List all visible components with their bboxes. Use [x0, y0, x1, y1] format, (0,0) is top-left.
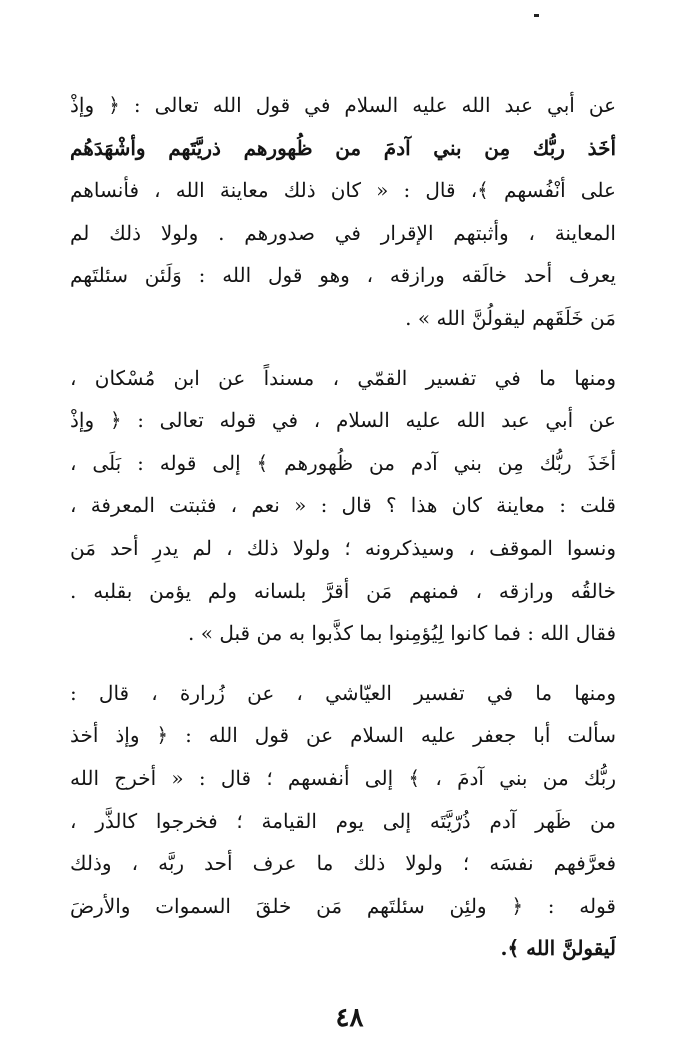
text-line: عن أبي عبد الله عليه السلام في قول الله تعالى : ﴿ وإذْ	[70, 93, 616, 117]
text-line: قلت : معاينة كان هذا ؟ قال : « نعم ، فثبتت المعرفة ،	[70, 493, 616, 518]
text-line: سألت أبا جعفر عليه السلام عن قول الله : ﴿ وإذ أخذ	[70, 723, 616, 748]
text-line: ربُّك من بني آدمَ ، ﴾ إلى أنفسهم ؛ قال : « أخرج الله	[70, 765, 616, 790]
text-line: ومنها ما في تفسير العيّاشي ، عن زُرارة ، قال :	[70, 680, 616, 705]
paragraph-2	[70, 357, 616, 655]
text-line: يعرف أحد خالَقه ورازقه ، وهو قول الله : وَلَئن سئلتَهم	[70, 263, 616, 288]
paragraph-3	[70, 672, 616, 970]
text-line: فعرَّفهم نفسَه ؛ ولولا ذلك ما عرف أحد ربَّه ، وذلك	[70, 851, 616, 876]
text-line: على أنْفُسهم ﴾، قال : « كان ذلك معاينة الله ، فأنساهم	[70, 178, 616, 203]
text-line: خالقُه ورازقه ، فمنهم مَن أقرَّ بلسانه ولم يؤمن بقلبه .	[70, 578, 616, 603]
text-line: أخَذَ ربُّك مِن بني آدم من ظُهورهم ﴾ إلى قوله : بَلَى ،	[70, 450, 616, 475]
text-line: أخَذ ربُّك مِن بني آدمَ من ظُهورهم ذريَّتَهم وأشْهَدَهُم	[70, 135, 616, 160]
text-line: من ظَهر آدم ذُرّيَّتَه إلى يوم القيامة ؛ فخرجوا كالذَّر ،	[70, 808, 616, 833]
text-line: لَيقولنَّ الله ﴾.	[500, 936, 616, 961]
text-line: عن أبي عبد الله عليه السلام ، في قوله تعالى : ﴿ وإذْ	[70, 408, 616, 433]
text-line: ومنها ما في تفسير القمّي ، مسنداً عن ابن مُسْكان ،	[70, 365, 616, 390]
top-mark	[534, 14, 539, 17]
page-number: ٤٨	[335, 1003, 364, 1033]
paragraph-1	[70, 84, 616, 340]
text-line: ونسوا الموقف ، وسيذكرونه ؛ ولولا ذلك ، لم يدرِ أحد مَن	[70, 535, 616, 560]
text-line: قوله : ﴿ ولئِن سئلتَهم مَن خلقَ السموات والأرضَ	[70, 893, 616, 918]
text-line: فقال الله : فما كانوا لِيُؤمِنوا بما كذَّبوا به من قبل » .	[188, 621, 616, 646]
text-line: مَن خَلَقَهم ليقولُنَّ الله » .	[405, 305, 616, 330]
text-line: المعاينة ، وأثبتهم الإقرار في صدورهم . ولولا ذلك لم	[70, 220, 616, 245]
page-text	[70, 84, 616, 970]
